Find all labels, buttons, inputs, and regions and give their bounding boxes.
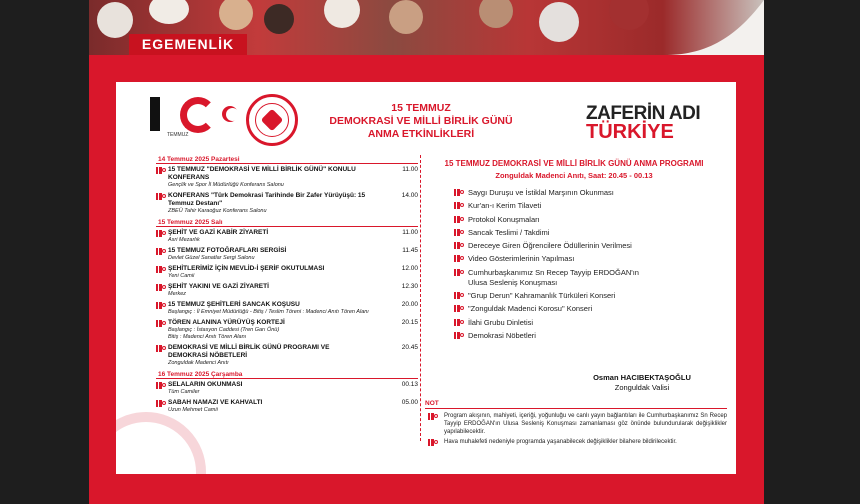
program-item: [426, 268, 722, 288]
program-item-text: Dereceye Giren Öğrencilere Ödüllerinin Verilmesi: [468, 241, 632, 251]
event-place: Zonguldak Madenci Anıtı: [168, 360, 229, 366]
crescent-icon: [222, 106, 238, 122]
note-text: Program akışının, mahiyeti, içeriği, yoğunluğu ve canlı yayın bağlantıları ile Cumhurbaşkanımız Sn Recep Tayyip ERDOĞAN'ın Ulusa Sesleniş Konuşması zamanlaması göz önünde bulundurularak değişiklikler yapılabilecektir.: [444, 413, 727, 435]
event-time: 20.00: [401, 301, 418, 308]
event-name: TÖREN ALANINA YÜRÜYÜŞ KORTEJİ: [168, 319, 285, 326]
note-section: [425, 399, 727, 448]
event-name: ŞEHİTLERİMİZ İÇİN MEVLİD-İ ŞERİF OKUTULMASI: [168, 265, 325, 272]
15-temmuz-logo: TEMMUZ: [150, 97, 240, 137]
banner-sign: EGEMENLİK: [129, 34, 247, 55]
day-heading: 14 Temmuz 2025 Pazartesi: [156, 155, 418, 164]
event-item: [156, 301, 418, 316]
program-item-text: Cumhurbaşkanımız Sn Recep Tayyip ERDOĞAN'ın: [468, 267, 639, 277]
event-place: Başlangıç : İl Emniyet Müdürlüğü - Bitiş / Teslim Töreni : Madenci Anıtı Tören Alanı: [168, 309, 369, 315]
event-name: ŞEHİT VE GAZİ KABİR ZİYARETİ: [168, 229, 269, 236]
program-item: [426, 241, 722, 251]
event-item: [156, 399, 418, 414]
page-title: 15 TEMMUZ DEMOKRASİ VE MİLLİ BİRLİK GÜNÜ ANMA ETKİNLİKLERİ: [329, 102, 513, 140]
signature-block: [562, 372, 722, 393]
event-name: DEMOKRASİ VE MİLLİ BİRLİK GÜNÜ PROGRAMI VE DEMOKRASİ NÖBETLERİ: [168, 344, 330, 359]
program-list: [426, 188, 722, 341]
15-bullet-icon: [454, 319, 464, 326]
15-bullet-icon: [156, 382, 166, 389]
15-bullet-icon: [454, 292, 464, 299]
event-place: Yeni Camii: [168, 273, 195, 279]
program-item: [426, 188, 722, 198]
day-heading: 15 Temmuz 2025 Salı: [156, 218, 418, 227]
program-item: [426, 215, 722, 225]
program-item-text: İlahi Grubu Dinletisi: [468, 317, 534, 327]
program-item: [426, 201, 722, 211]
15-bullet-icon: [454, 255, 464, 262]
15-bullet-icon: [156, 248, 166, 255]
event-time: 12.00: [401, 265, 418, 272]
15-bullet-icon: [156, 345, 166, 352]
slogan: ZAFERİN ADI TÜRKİYE: [586, 103, 701, 143]
note-text: Hava muhalefeti nedeniyle programda yaşanabilecek değişiklikler bilahere bildirilecektir.: [444, 439, 677, 445]
event-place: Uzun Mehmet Camii: [168, 407, 218, 413]
day-heading: 16 Temmuz 2025 Çarşamba: [156, 370, 418, 379]
event-place: ZBEÜ Tahir Karaoğuz Konferans Salonu: [168, 208, 267, 214]
event-schedule: [156, 155, 418, 417]
15-bullet-icon: [156, 193, 166, 200]
governorship-seal: [246, 94, 298, 146]
event-time: 20.15: [401, 319, 418, 326]
15-bullet-icon: [454, 189, 464, 196]
event-time: 11.00: [402, 166, 418, 173]
program-item-text: Ulusa Sesleniş Konuşması: [468, 277, 558, 287]
15-bullet-icon: [454, 202, 464, 209]
15-bullet-icon: [428, 439, 438, 446]
event-place: Merkez: [168, 291, 187, 297]
event-place: Gençlik ve Spor İl Müdürlüğü Konferans Salonu: [168, 182, 284, 188]
event-item: [156, 319, 418, 341]
column-divider: [420, 155, 421, 441]
program-item: [426, 318, 722, 328]
program-item: [426, 254, 722, 264]
event-item: [156, 283, 418, 298]
note-item: [425, 412, 727, 436]
event-place: Asri Mezarlık: [168, 237, 200, 243]
program-item: [426, 291, 722, 301]
program-item-text: Protokol Konuşmaları: [468, 214, 540, 224]
15-bullet-icon: [454, 269, 464, 276]
signatory-title: Zonguldak Valisi: [614, 383, 670, 392]
15-bullet-icon: [454, 305, 464, 312]
banner-curve-decoration: [664, 0, 764, 55]
15-bullet-icon: [156, 302, 166, 309]
program-item-text: Sancak Teslimi / Takdimi: [468, 227, 550, 237]
program-title: 15 TEMMUZ DEMOKRASİ VE MİLLİ BİRLİK GÜNÜ ANMA PROGRAMI: [444, 159, 704, 168]
program-item-text: Demokrasi Nöbetleri: [468, 330, 536, 340]
program-item-text: "Grup Derun" Kahramanlık Türküleri Konseri: [468, 291, 616, 301]
poster: [89, 0, 764, 504]
15-bullet-icon: [156, 167, 166, 174]
event-time: 11.45: [402, 247, 418, 254]
event-item: [156, 381, 418, 396]
15-bullet-icon: [156, 284, 166, 291]
event-place: Devlet Güzel Sanatlar Sergi Salonu: [168, 255, 255, 261]
15-bullet-icon: [454, 242, 464, 249]
15-bullet-icon: [156, 230, 166, 237]
event-time: 14.00: [401, 192, 418, 199]
program-item-text: Video Gösterimlerinin Yapılması: [468, 254, 575, 264]
program-section: [426, 158, 722, 344]
announcement-card: [116, 82, 736, 474]
event-item: [156, 229, 418, 244]
event-place: Bitiş : Madenci Anıtı Tören Alanı: [168, 334, 247, 340]
event-item: [156, 192, 418, 215]
event-time: 05.00: [401, 399, 418, 406]
event-name: 15 TEMMUZ FOTOĞRAFLARI SERGİSİ: [168, 247, 287, 254]
program-item: [426, 304, 722, 314]
program-subtitle: Zonguldak Madenci Anıtı, Saat: 20.45 - 00.13: [495, 171, 653, 180]
15-bullet-icon: [454, 216, 464, 223]
event-time: 20.45: [401, 344, 418, 351]
15-bullet-icon: [156, 266, 166, 273]
note-heading: NOT: [425, 399, 727, 409]
signatory-name: Osman HACIBEKTAŞOĞLU: [593, 373, 691, 382]
15-bullet-icon: [454, 332, 464, 339]
event-item: [156, 265, 418, 280]
program-item-text: Kur'an-ı Kerim Tilaveti: [468, 201, 542, 211]
card-header: [116, 82, 736, 152]
program-item-text: Saygı Duruşu ve İstiklal Marşının Okunması: [468, 188, 614, 197]
15-bullet-icon: [156, 400, 166, 407]
event-time: 12.30: [401, 283, 418, 290]
event-place: Tüm Camiler: [168, 389, 200, 395]
event-name: 15 TEMMUZ ŞEHİTLERİ SANCAK KOŞUSU: [168, 301, 300, 308]
banner-photo: [89, 0, 764, 55]
event-place: Başlangıç : İstasyon Caddesi (Tren Garı Önü): [168, 327, 280, 333]
watermark-decoration: [116, 412, 206, 474]
event-time: 00.13: [401, 381, 418, 388]
event-name: 15 TEMMUZ "DEMOKRASİ VE MİLLİ BİRLİK GÜNÜ" KONULU KONFERANS: [168, 166, 356, 181]
event-name: SABAH NAMAZI VE KAHVALTI: [168, 399, 263, 406]
event-time: 11.00: [402, 229, 418, 236]
event-item: [156, 166, 418, 189]
15-bullet-icon: [454, 229, 464, 236]
program-item: [426, 331, 722, 341]
event-item: [156, 247, 418, 262]
event-item: [156, 344, 418, 367]
event-name: ŞEHİT YAKINI VE GAZİ ZİYARETİ: [168, 283, 269, 290]
program-item-text: "Zonguldak Madenci Korosu" Konseri: [468, 304, 593, 314]
program-item: [426, 228, 722, 238]
note-item: [425, 438, 727, 446]
15-bullet-icon: [156, 320, 166, 327]
15-bullet-icon: [428, 413, 438, 420]
event-name: SELALARIN OKUNMASI: [168, 381, 243, 388]
event-name: KONFERANS "Türk Demokrasi Tarihinde Bir Zafer Yürüyüşü: 15 Temmuz Destanı": [168, 192, 366, 207]
